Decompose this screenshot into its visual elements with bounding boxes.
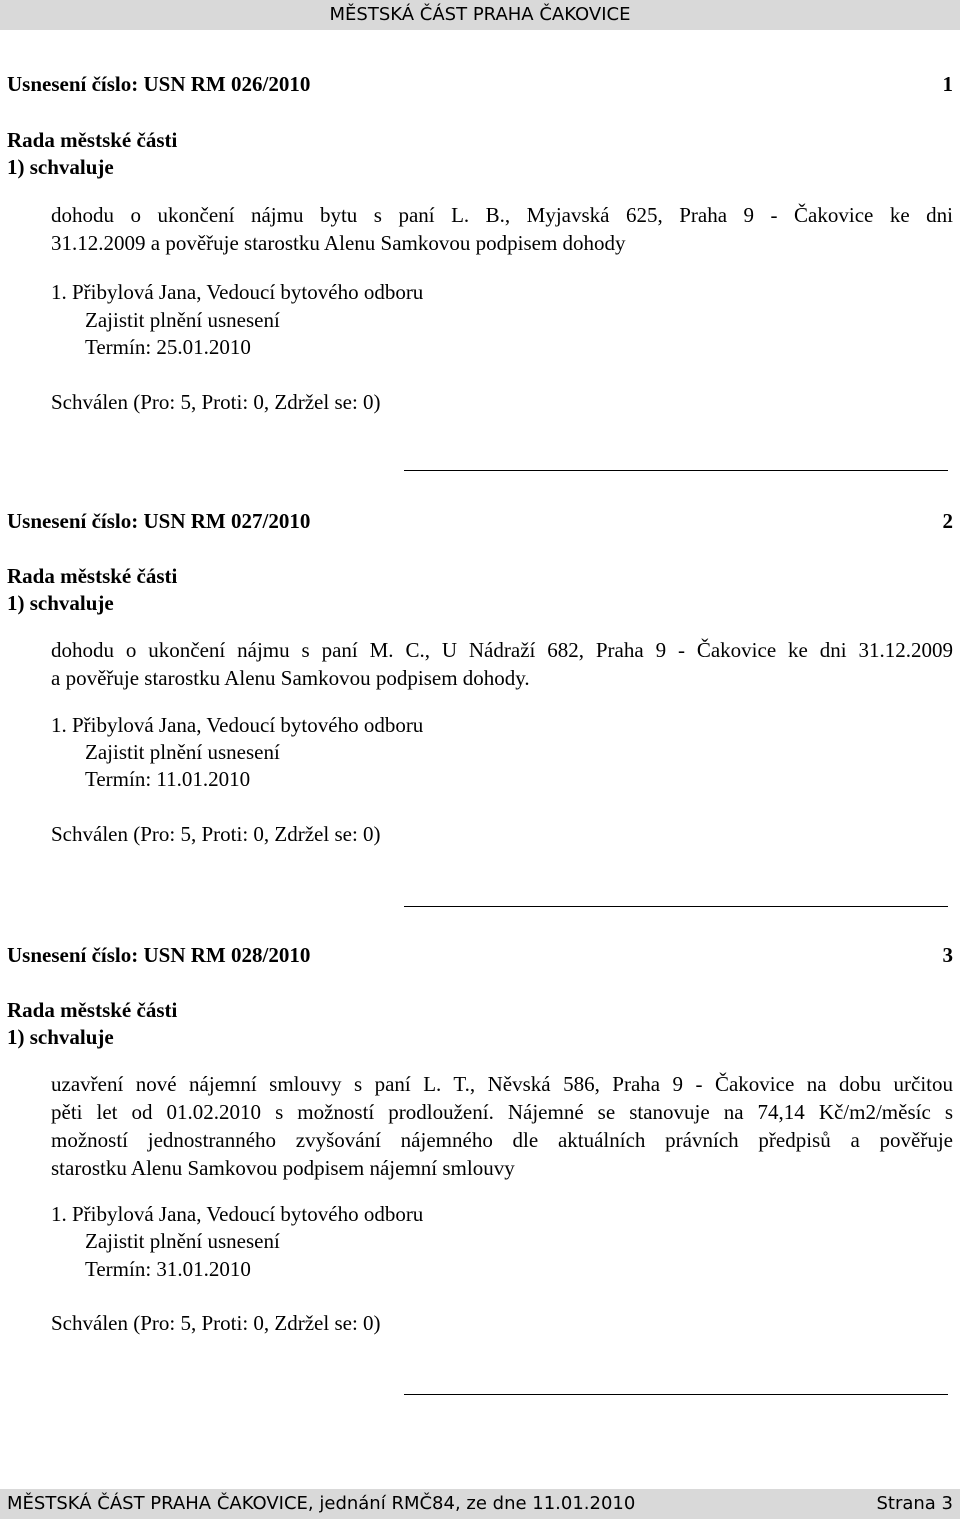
resolution-text-line: dohodu o ukončení nájmu bytu s paní L. B., Myjavská 625, Praha 9 - Čakovice ke dni [51,203,953,227]
resolution-number: 3 [942,943,953,967]
assignee: 1. Přibylová Jana, Vedoucí bytového odboru [51,1202,424,1226]
action-label: 1) schvaluje [7,1025,114,1049]
resolution-text-line: pěti let od 01.02.2010 s možností prodloužení. Nájemné se stanovuje na 74,14 Kč/m2/měsíc s [51,1100,953,1124]
resolution-title: Usnesení číslo: USN RM 027/2010 [7,509,311,533]
section-divider [404,1394,948,1395]
page-header [0,0,960,30]
resolution-title: Usnesení číslo: USN RM 026/2010 [7,72,311,96]
footer-meeting-info: MĚSTSKÁ ČÁST PRAHA ČAKOVICE, jednání RMČ84, ze dne 11.01.2010 [7,1493,636,1514]
vote-result: Schválen (Pro: 5, Proti: 0, Zdržel se: 0) [51,390,381,414]
resolution-title-row [7,72,953,100]
vote-result: Schválen (Pro: 5, Proti: 0, Zdržel se: 0) [51,822,381,846]
assignee: 1. Přibylová Jana, Vedoucí bytového odboru [51,280,424,304]
resolution-text-line: a pověřuje starostku Alenu Samkovou podpisem dohody. [51,666,530,690]
resolution-title: Usnesení číslo: USN RM 028/2010 [7,943,311,967]
resolution-title-row [7,943,953,971]
resolution-number: 1 [942,72,953,96]
resolution-text-line: možností jednostranného zvyšování nájemného dle aktuálních právních předpisů a pověřuje [51,1128,953,1152]
page-number: Strana 3 [876,1493,953,1514]
resolution-text-line: dohodu o ukončení nájmu s paní M. C., U Nádraží 682, Praha 9 - Čakovice ke dni 31.12.2009 [51,638,953,662]
resolution-text-line: uzavření nové nájemní smlouvy s paní L. T., Něvská 586, Praha 9 - Čakovice na dobu určitou [51,1072,953,1096]
deadline: Termín: 11.01.2010 [85,767,251,791]
section-divider [404,470,948,471]
section-divider [404,906,948,907]
resolution-text [51,201,953,257]
council-label: Rada městské části [7,128,178,152]
council-label: Rada městské části [7,564,178,588]
deadline: Termín: 31.01.2010 [85,1257,251,1281]
resolution-text [51,1070,953,1182]
vote-result: Schválen (Pro: 5, Proti: 0, Zdržel se: 0) [51,1311,381,1335]
header-title: MĚSTSKÁ ČÁST PRAHA ČAKOVICE [329,4,631,25]
task: Zajistit plnění usnesení [85,1229,280,1253]
resolution-text-line: 31.12.2009 a pověřuje starostku Alenu Samkovou podpisem dohody [51,231,626,255]
deadline: Termín: 25.01.2010 [85,335,251,359]
assignee: 1. Přibylová Jana, Vedoucí bytového odboru [51,713,424,737]
resolution-text [51,636,953,692]
action-label: 1) schvaluje [7,591,114,615]
action-label: 1) schvaluje [7,155,114,179]
resolution-text-line: starostku Alenu Samkovou podpisem nájemní smlouvy [51,1156,515,1180]
task: Zajistit plnění usnesení [85,740,280,764]
resolution-title-row [7,509,953,537]
council-label: Rada městské části [7,998,178,1022]
page-footer [0,1489,960,1519]
task: Zajistit plnění usnesení [85,308,280,332]
resolution-number: 2 [942,509,953,533]
